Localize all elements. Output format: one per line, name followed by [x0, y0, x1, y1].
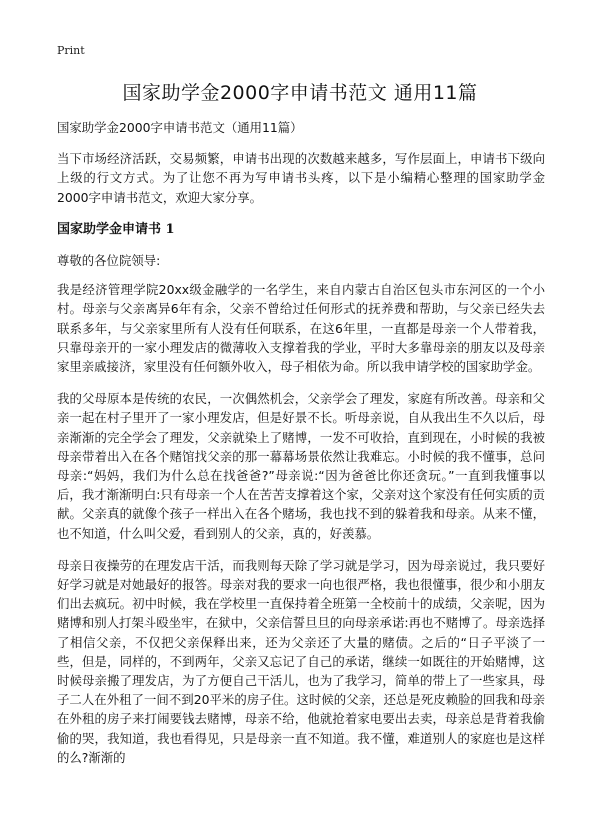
document-subtitle: 国家助学金2000字申请书范文（通用11篇）	[57, 120, 303, 135]
body-paragraph-1: 我是经济管理学院20xx级金融学的一名学生，来自内蒙古自治区包头市东河区的一个小村。母亲与父亲离异6年有余，父亲不曾给过任何形式的抚养费和帮助，与父亲已经失去联系多年，与父亲家里所有人没有任何联系，在这6年里，一直都是母亲一个人带着我，只靠母亲开的一家小理发店的微薄收入支撑着我的学业，平时大多靠母亲的朋友以及母亲家里亲戚接济，家里没有任何额外收入，母子相依为命。所以我申请学校的国家助学金。	[57, 282, 545, 375]
section-heading: 国家助学金申请书 1	[57, 221, 175, 237]
document-body	[57, 118, 545, 767]
body-paragraph-2: 我的父母原本是传统的农民，一次偶然机会，父亲学会了理发，家庭有所改善。母亲和父亲一起在村子里开了一家小理发店，但是好景不长。听母亲说，自从我出生不久以后，母亲渐渐的完全学会了理发，父亲就染上了赌博，一发不可收拾，直到现在，小时候的我被母亲带着出入在各个赌馆找父亲的那一幕幕场景依然让我难忘。小时候的我不懂事，总问母亲:“妈妈，我们为什么总在找爸爸?”母亲说:“因为爸爸比你还贪玩。”一直到我懂事以后，我才渐渐明白:只有母亲一个人在苦苦支撑着这个家，父亲对这个家没有任何实质的贡献。父亲真的就像个孩子一样出入在各个赌场，我也找不到的躲着我和母亲。从来不懂，也不知道，什么叫父爱，看到别人的父亲，真的，好羡慕。	[57, 391, 545, 541]
body-paragraph-3: 母亲日夜操劳的在理发店干活，而我则每天除了学习就是学习，因为母亲说过，我只要好好学习就是对她最好的报答。母亲对我的要求一向也很严格，我也很懂事，很少和小朋友们出去疯玩。初中时候，我在学校里一直保持着全班第一全校前十的成绩，父亲呢，因为赌博和别人打架斗殴坐牢，在狱中，父亲信誓旦旦的向母亲承诺:再也不赌博了。母亲选择了相信父亲，不仅把父亲保释出来，还为父亲还了大量的赌债。之后的“日子平淡了一些，但是，同样的，不到两年，父亲又忘记了自己的承诺，继续一如既往的开始赌博，这时候母亲搬了理发店，为了方便自己干活儿，也为了我学习，简单的带上了一些家具，母子二人在外租了一间不到20平米的房子住。这时候的父亲，还总是死皮赖脸的回我和母亲在外租的房子来打闹要钱去赌博，母亲不给，他就抢着家电要出去卖，母亲总是背着我偷偷的哭，我知道，我也看得见，只是母亲一直不知道。我不懂，难道别人的家庭也是这样的么?渐渐的	[57, 557, 545, 765]
intro-paragraph: 当下市场经济活跃，交易频繁，申请书出现的次数越来越多，写作层面上，申请书下级向上级的行文方式。为了让您不再为写申请书头疼，以下是小编精心整理的国家助学金2000字申请书范文，欢迎大家分享。	[57, 151, 545, 205]
print-label: Print	[57, 44, 85, 57]
document-title: 国家助学金2000字申请书范文 通用11篇	[122, 82, 478, 104]
salutation: 尊敬的各位院领导:	[57, 253, 161, 269]
